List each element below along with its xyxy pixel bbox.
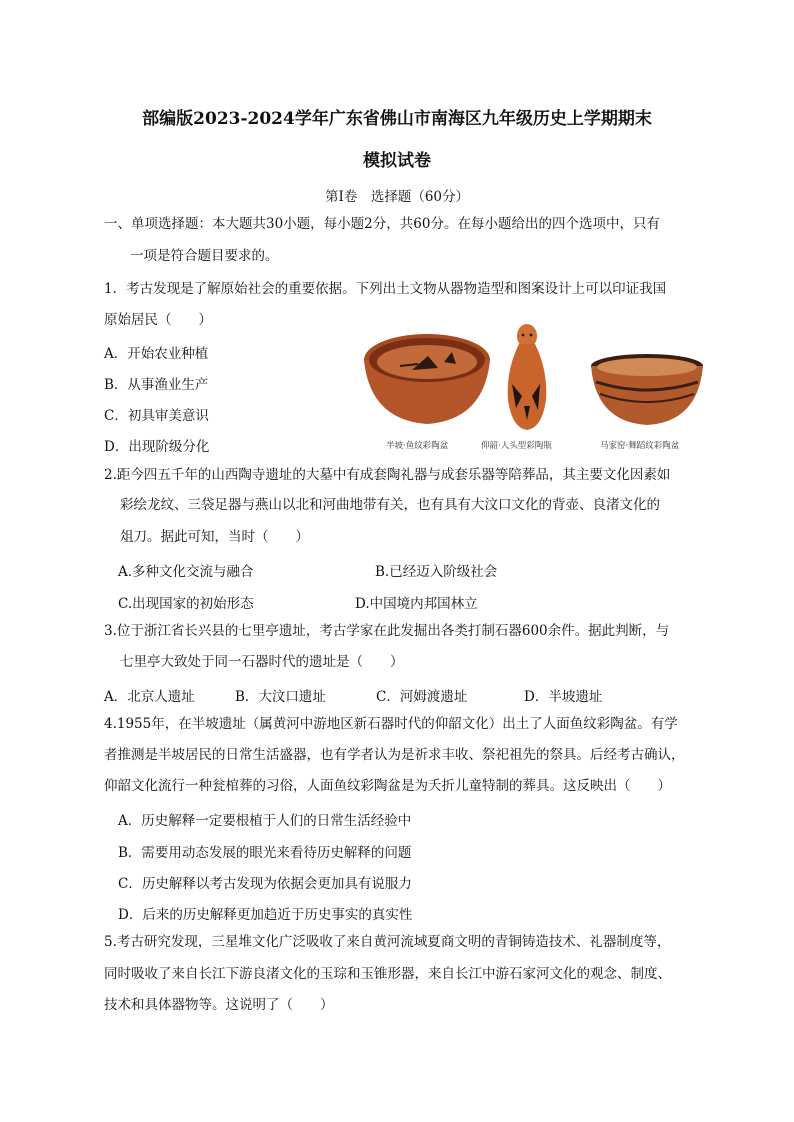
q2-option-d[interactable]: D.中国境内邦国林立 <box>355 596 478 612</box>
caption-yangshao: 仰韶·人头型彩陶瓶 <box>481 441 552 451</box>
q1-option-c[interactable]: C．初具审美意识 <box>104 408 209 424</box>
q4-option-c[interactable]: C．历史解释以考古发现为依据会更加具有说服力 <box>118 876 412 892</box>
q1-option-a[interactable]: A．开始农业种植 <box>104 346 209 362</box>
q4-stem-1: 4.1955年，在半坡遗址（属黄河中游地区新石器时代的仰韶文化）出土了人面鱼纹彩陶盆。有学 <box>104 716 678 732</box>
q3-option-c[interactable]: C．河姆渡遗址 <box>376 689 468 705</box>
q2-option-a[interactable]: A.多种文化交流与融合 <box>118 564 254 580</box>
q5-stem-2: 同时吸收了来自长江下游良渚文化的玉琮和玉锥形器，来自长江中游石家河文化的观念、制度、 <box>104 966 671 982</box>
q1-stem-1: 1．考古发现是了解原始社会的重要依据。下列出土文物从器物造型和图案设计上可以印证我国 <box>104 281 667 297</box>
title-line-1: 部编版2023-2024学年广东省佛山市南海区九年级历史上学期期末 <box>142 109 652 129</box>
q4-stem-2: 者推测是半坡居民的日常生活盛器，也有学者认为是祈求丰收、祭祀祖先的祭具。后经考古确认， <box>104 747 685 763</box>
q3-option-a[interactable]: A．北京人遗址 <box>104 689 195 705</box>
q3-stem-2: 七里亭大致处于同一石器时代的遗址是（ ） <box>120 654 404 670</box>
q3-option-d[interactable]: D．半坡遗址 <box>524 689 603 705</box>
banpo-fish-basin-image <box>360 322 495 432</box>
q2-option-c[interactable]: C.出现国家的初始形态 <box>118 596 254 612</box>
q1-option-d[interactable]: D．出现阶级分化 <box>104 439 210 455</box>
title-line-2: 模拟试卷 <box>363 151 431 171</box>
q5-stem-3: 技术和具体器物等。这说明了（ ） <box>104 997 334 1013</box>
q1-stem-2: 原始居民（ ） <box>104 312 212 328</box>
intro-line-1: 一、单项选择题：本大题共30小题，每小题2分，共60分。在每小题给出的四个选项中，只有 <box>104 216 660 232</box>
q5-stem-1: 5.考古研究发现，三星堆文化广泛吸收了来自黄河流域夏商文明的青铜铸造技术、礼器制度等， <box>104 934 671 950</box>
intro-line-2: 一项是符合题目要求的。 <box>130 248 279 264</box>
section-heading: 第I卷 选择题（60分） <box>324 189 469 205</box>
q2-stem-3: 俎刀。据此可知，当时（ ） <box>120 529 309 545</box>
caption-banpo: 半坡·鱼纹彩陶盆 <box>386 441 449 451</box>
q2-stem-1: 2.距今四五千年的山西陶寺遗址的大墓中有成套陶礼器与成套乐器等陪葬品，其主要文化因素如 <box>104 467 671 483</box>
q4-option-d[interactable]: D．后来的历史解释更加趋近于历史事实的真实性 <box>118 907 413 923</box>
q2-option-b[interactable]: B.已经迈入阶级社会 <box>375 564 498 580</box>
q4-stem-3: 仰韶文化流行一种瓮棺葬的习俗，人面鱼纹彩陶盆是为夭折儿童特制的葬具。这反映出（ ） <box>104 778 671 794</box>
q3-option-b[interactable]: B．大汶口遗址 <box>235 689 326 705</box>
caption-majiayao: 马家窑·舞蹈纹彩陶盆 <box>600 441 680 451</box>
q4-option-a[interactable]: A．历史解释一定要根植于人们的日常生活经验中 <box>118 813 412 829</box>
q2-stem-2: 彩绘龙纹、三袋足器与燕山以北和河曲地带有关，也有具有大汶口文化的背壶、良渚文化的 <box>120 497 660 513</box>
majiayao-dance-basin-image <box>588 352 706 428</box>
q3-stem-1: 3.位于浙江省长兴县的七里亭遗址，考古学家在此发掘出各类打制石器600余件。据此判断，与 <box>104 623 670 639</box>
q1-option-b[interactable]: B．从事渔业生产 <box>104 377 209 393</box>
q4-option-b[interactable]: B．需要用动态发展的眼光来看待历史解释的问题 <box>118 845 412 861</box>
yangshao-head-vase-image <box>500 322 554 434</box>
